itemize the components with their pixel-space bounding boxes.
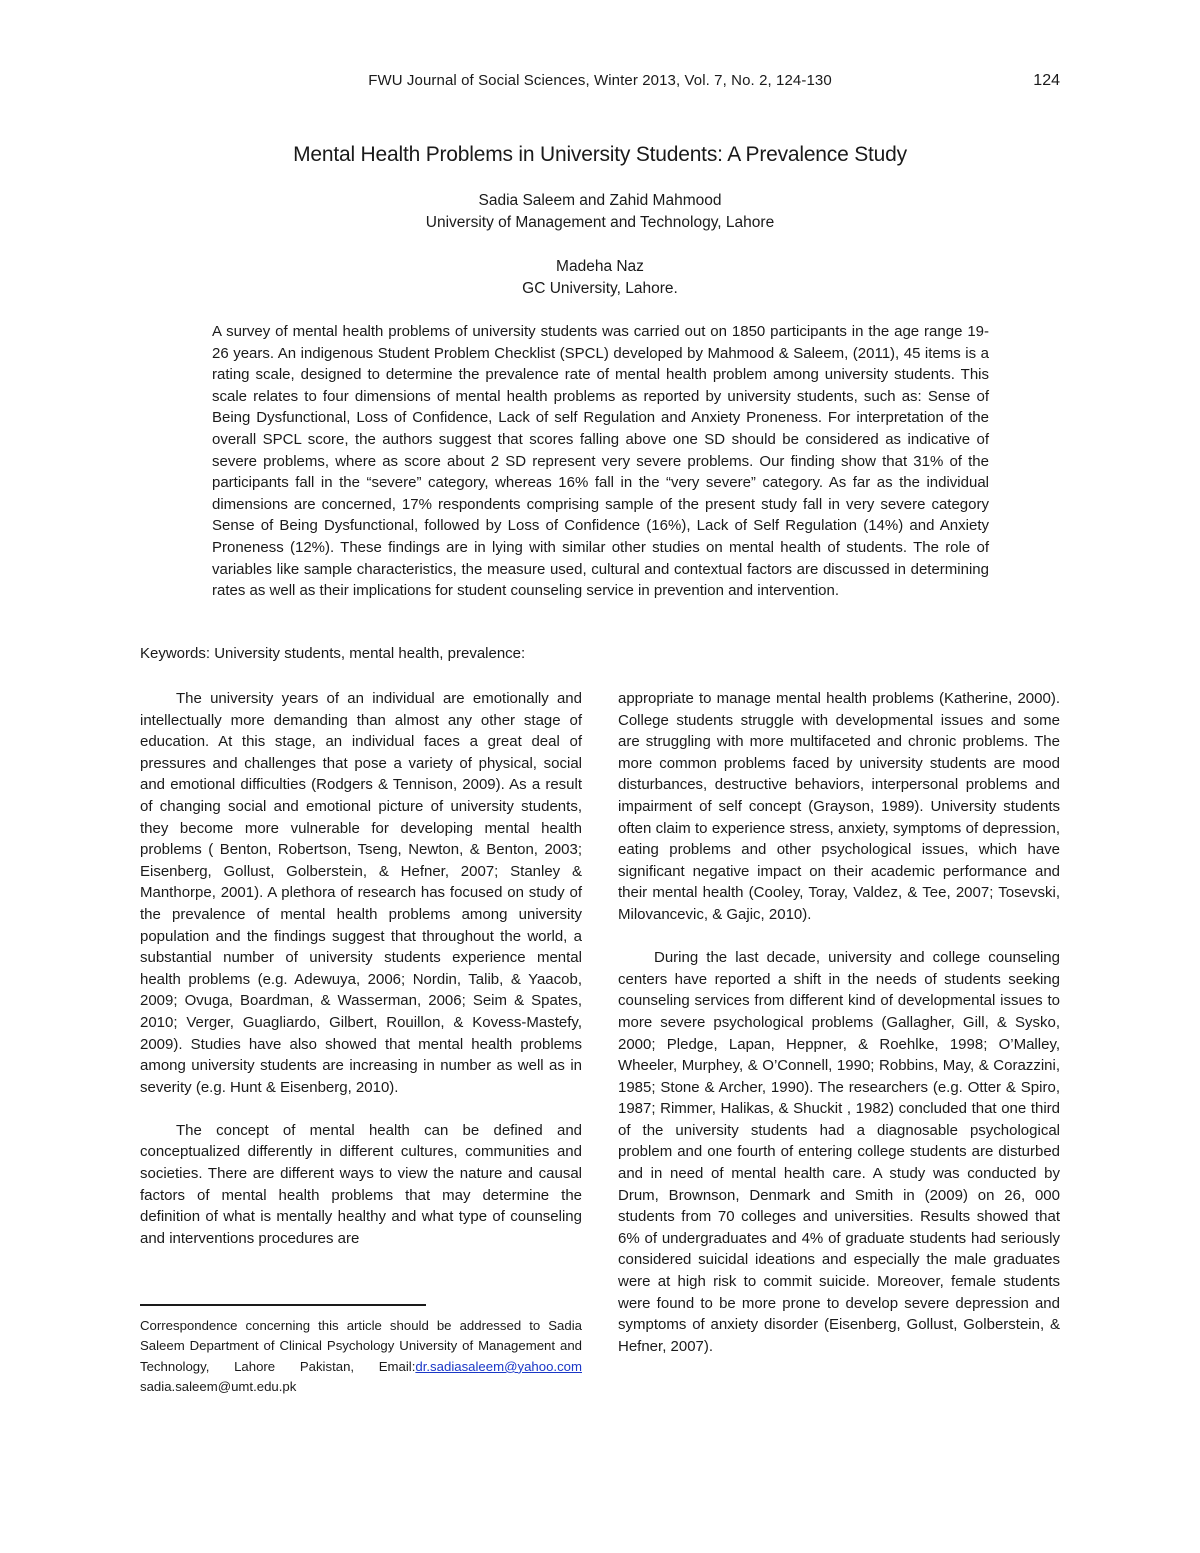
- footnote-divider: [140, 1304, 426, 1306]
- body-column-right: [618, 688, 1060, 1379]
- email-link[interactable]: dr.sadiasaleem@yahoo.com: [415, 1358, 582, 1374]
- keywords: Keywords: University students, mental health, prevalence:: [140, 645, 526, 662]
- footnote-email-alt: sadia.saleem@umt.edu.pk: [140, 1379, 297, 1395]
- author-names: Madeha Naz: [556, 258, 644, 275]
- page-number: 124: [1033, 72, 1060, 89]
- running-head: FWU Journal of Social Sciences, Winter 2013, Vol. 7, No. 2, 124-130: [368, 72, 832, 89]
- body-paragraph: The concept of mental health can be defined and conceptualized differently in different cultures, communities and societies. There are different ways to view the nature and causal factors of mental health problems that may determine the definition of what is mentally healthy and what type of counseling and interventions procedures are: [140, 1121, 582, 1247]
- body-paragraph: appropriate to manage mental health problems (Katherine, 2000). College students struggle with developmental issues and some are struggling with more multifaceted and chronic problems. The more common problems faced by university students are mood disturbances, destructive behaviors, interpersonal problems and impairment of self concept (Grayson, 1989). University students often claim to experience stress, anxiety, symptoms of depression, eating problems and other psychological issues, which have significant negative impact on their academic performance and their mental health (Cooley, Toray, Valdez, & Tee, 2007; Tosevski, Milovancevic, & Gajic, 2010).: [618, 690, 1060, 923]
- author-group-2: [0, 256, 1200, 300]
- body-column-left: [140, 688, 582, 1271]
- body-paragraph: During the last decade, university and college counseling centers have reported a shift in the needs of students seeking counseling services from different kind of developmental issues to more severe psychological problems (Gallagher, Gill, & Sysko, 2000; Pledge, Lapan, Heppner, & Roehlke, 1998; O’Malley, Wheeler, Murphey, & O’Connell, 1990; Robbins, May, & Corazzini, 1985; Stone & Archer, 1990). The researchers (e.g. Otter & Spiro, 1987; Rimmer, Halikas, & Shuckit , 1982) concluded that one third of the university students had a diagnosable psychological problem and one fourth of entering college students are disturbed and in need of mental health care. A study was conducted by Drum, Brownson, Denmark and Smith in (2009) on 26, 000 students from 70 colleges and universities. Results showed that 6% of undergraduates and 4% of graduate students had seriously considered suicidal ideations and especially the male graduates were at high risk to commit suicide. Moreover, female students were found to be more prone to develop severe depression and symptoms of anxiety disorder (Eisenberg, Gollust, Golberstein, & Hefner, 2007).: [618, 949, 1060, 1355]
- paper-title: Mental Health Problems in University Students: A Prevalence Study: [293, 143, 907, 166]
- footnote: [140, 1316, 582, 1398]
- footnote-text: Correspondence concerning this article should be addressed to Sadia Saleem Department of Clinical Psychology University of Management and Technology, Lahore Pakistan, Email:: [140, 1318, 582, 1374]
- body-paragraph: The university years of an individual are emotionally and intellectually more demanding than almost any other stage of education. At this stage, an individual faces a great deal of pressures and challenges that pose a variety of physical, social and emotional difficulties (Rodgers & Tennison, 2009). As a result of changing social and emotional picture of university students, they become more vulnerable for developing mental health problems ( Benton, Robertson, Tseng, Newton, & Benton, 2003; Eisenberg, Gollust, Golberstein, & Hefner, 2007; Stanley & Manthorpe, 2001). A plethora of research has focused on study of the prevalence of mental health problems among university population and the findings suggest that throughout the world, a substantial number of university students experience mental health problems (e.g. Adewuya, 2006; Nordin, Talib, & Yaacob, 2009; Ovuga, Boardman, & Wasserman, 2006; Seim & Spates, 2010; Verger, Guagliardo, Gilbert, Rouillon, & Kovess-Mastefy, 2009). Studies have also showed that mental health problems among university students are increasing in number as well as in severity (e.g. Hunt & Eisenberg, 2010).: [140, 690, 582, 1096]
- author-names: Sadia Saleem and Zahid Mahmood: [478, 192, 722, 209]
- author-affiliation: GC University, Lahore.: [522, 280, 678, 297]
- abstract: A survey of mental health problems of university students was carried out on 1850 participants in the age range 19-26 years. An indigenous Student Problem Checklist (SPCL) developed by Mahmood & Saleem, (2011), 45 items is a rating scale, designed to determine the prevalence rate of mental health problem among university students. This scale relates to four dimensions of mental health problems as reported by university students, such as: Sense of Being Dysfunctional, Loss of Confidence, Lack of self Regulation and Anxiety Proneness. For interpretation of the overall SPCL score, the authors suggest that scores falling above one SD should be considered as indicative of severe problems, where as score about 2 SD represent very severe problems. Our finding show that 31% of the participants fall in the “severe” category, whereas 16% fall in the “very severe” category. As far as the individual dimensions are concerned, 17% respondents comprising sample of the present study fall in very severe category Sense of Being Dysfunctional, followed by Loss of Confidence (16%), Lack of Self Regulation (14%) and Anxiety Proneness (12%). These findings are in lying with similar other studies on mental health of students. The role of variables like sample characteristics, the measure used, cultural and contextual factors are discussed in determining rates as well as their implications for student counseling service in prevention and intervention.: [212, 323, 989, 600]
- author-group-1: [0, 190, 1200, 234]
- author-affiliation: University of Management and Technology, Lahore: [425, 214, 775, 231]
